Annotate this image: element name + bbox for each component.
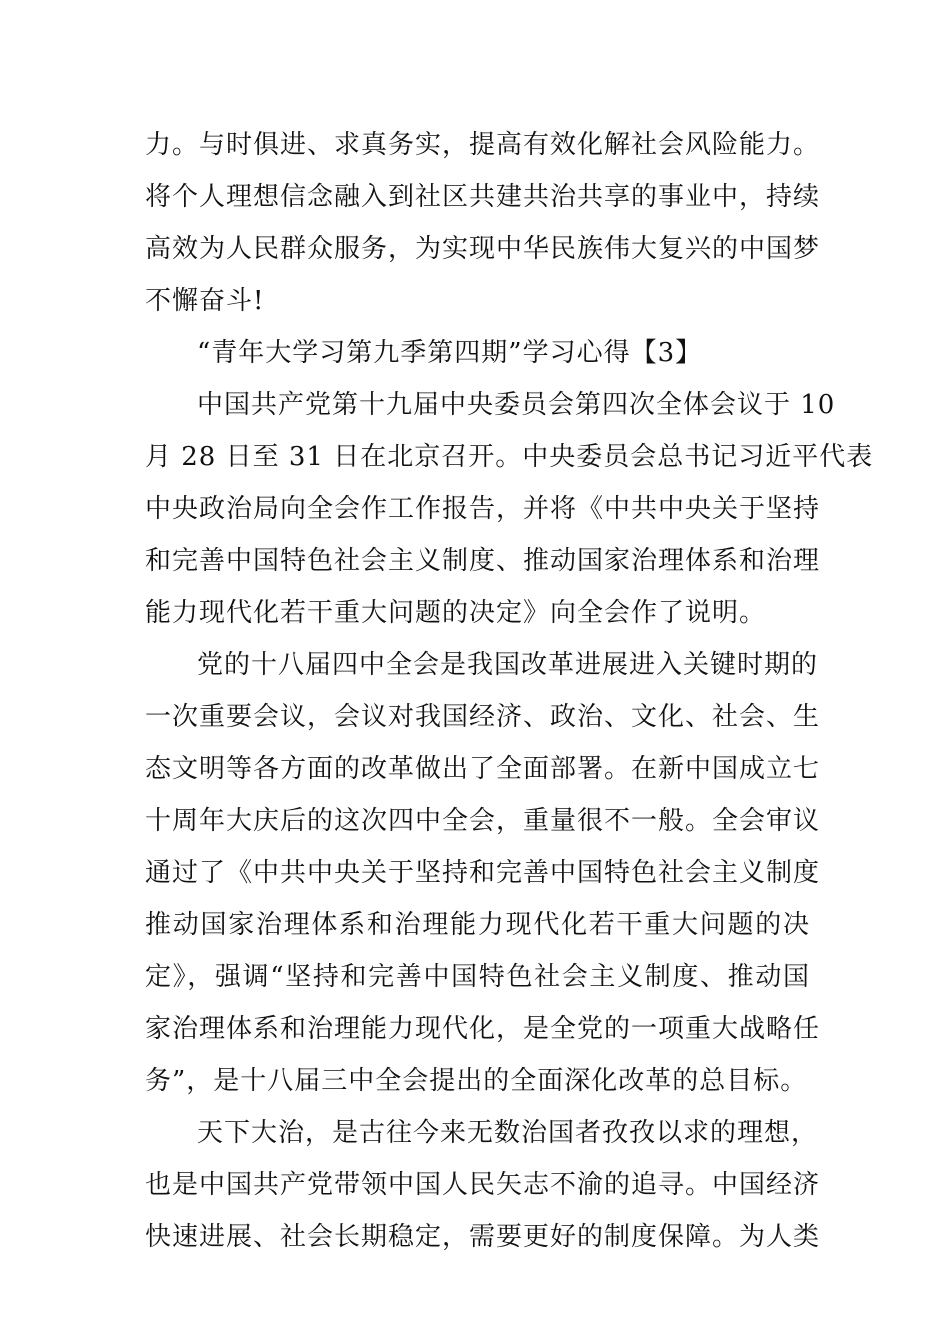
- text-line: 快速进展、社会长期稳定，需要更好的制度保障。为人类: [145, 1222, 821, 1252]
- text-line: 天下大治，是古往今来无数治国者孜孜以求的理想，: [197, 1118, 819, 1148]
- text-line: 高效为人民群众服务，为实现中华民族伟大复兴的中国梦: [145, 234, 821, 264]
- text-line: 能力现代化若干重大问题的决定》向全会作了说明。: [145, 598, 767, 628]
- text-line: 党的十八届四中全会是我国改革进展进入关键时期的: [197, 650, 819, 680]
- text-line: 务”，是十八届三中全会提出的全面深化改革的总目标。: [145, 1066, 808, 1096]
- text-line: 也是中国共产党带领中国人民矢志不渝的追寻。中国经济: [145, 1170, 821, 1200]
- text-line: 十周年大庆后的这次四中全会，重量很不一般。全会审议: [145, 806, 821, 836]
- text-line: 和完善中国特色社会主义制度、推动国家治理体系和治理: [145, 546, 821, 576]
- text-line: 家治理体系和治理能力现代化，是全党的一项重大战略任: [145, 1014, 821, 1044]
- text-line: 定》，强调“坚持和完善中国特色社会主义制度、推动国: [145, 962, 810, 992]
- text-line: 中央政治局向全会作工作报告，并将《中共中央关于坚持: [145, 494, 821, 524]
- text-line: 将个人理想信念融入到社区共建共治共享的事业中，持续: [145, 182, 821, 212]
- text-line: 通过了《中共中央关于坚持和完善中国特色社会主义制度: [145, 858, 821, 888]
- text-line: 一次重要会议，会议对我国经济、政治、文化、社会、生: [145, 702, 821, 732]
- section-heading: “青年大学习第九季第四期”学习心得【3】: [197, 338, 703, 368]
- text-line: 不懈奋斗!: [145, 286, 265, 316]
- text-line: 月 28 日至 31 日在北京召开。中央委员会总书记习近平代表: [145, 442, 874, 472]
- text-line: 中国共产党第十九届中央委员会第四次全体会议于 10: [197, 390, 836, 420]
- text-line: 力。与时俱进、求真务实，提高有效化解社会风险能力。: [145, 130, 821, 160]
- text-line: 推动国家治理体系和治理能力现代化若干重大问题的决: [145, 910, 810, 940]
- text-line: 态文明等各方面的改革做出了全面部署。在新中国成立七: [145, 754, 821, 784]
